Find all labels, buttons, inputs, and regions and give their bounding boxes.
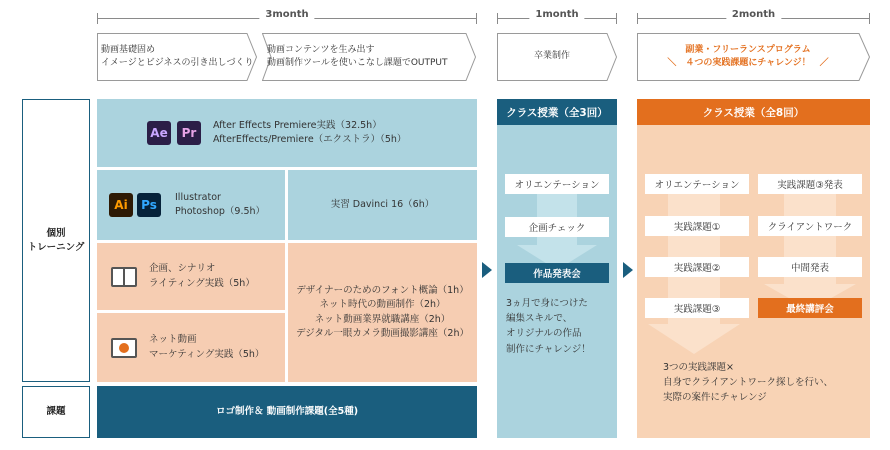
freelance-step-right	[758, 216, 862, 236]
phase-graduation	[497, 33, 617, 81]
phase-content-line2: 動画制作ツールを使いこなし課題でOUTPUT	[267, 58, 448, 68]
next-arrow-icon	[623, 262, 633, 278]
graduation-note-line: 編集スキルで、	[506, 313, 573, 325]
training-marketing-line2: マーケティング実践（5h）	[149, 348, 265, 360]
phase-basics	[97, 33, 257, 81]
freelance-flow-arrow	[764, 184, 856, 310]
freelance-step-left	[645, 216, 749, 236]
freelance-header	[637, 99, 870, 125]
book-icon	[111, 267, 137, 287]
freelance-step-label: 実践課題③発表	[777, 180, 843, 191]
side-assignment-label: 課題	[46, 406, 66, 418]
training-marketing	[97, 313, 285, 382]
graduation-header-label: クラス授業（全3回）	[506, 106, 608, 119]
training-planning	[97, 243, 285, 310]
period-3month	[97, 8, 477, 28]
graduation-note	[506, 296, 591, 357]
phase-basics-line1: 動画基礎固め	[101, 44, 156, 55]
side-assignment	[22, 386, 90, 438]
lecture-item: ネット時代の動画制作（2h）	[319, 299, 446, 311]
phase-graduation-line1: 卒業制作	[533, 51, 570, 62]
freelance-step-label: 実践課題②	[673, 263, 721, 274]
graduation-note-line: 3ヵ月で身につけた	[506, 298, 588, 309]
training-davinci-label: 実習 Davinci 16（6h）	[330, 198, 435, 210]
lecture-item: ネット動画業界就職講座（2h）	[314, 313, 451, 325]
photoshop-icon: Ps	[137, 193, 161, 217]
training-ae-pr	[97, 99, 477, 167]
premiere-icon: Pr	[177, 121, 201, 145]
period-2month	[637, 8, 870, 28]
freelance-step-label: クライアントワーク	[767, 222, 853, 233]
phase-freelance-line2: ＼ ４つの実践課題にチャレンジ！ ／	[667, 58, 829, 68]
video-player-icon	[111, 338, 137, 358]
next-arrow-icon	[482, 262, 492, 278]
training-davinci	[288, 170, 477, 240]
freelance-note-line: 実際の案件にチャレンジ	[663, 392, 767, 404]
after-effects-icon: Ae	[147, 121, 171, 145]
graduation-header	[497, 99, 617, 125]
freelance-step-left	[645, 257, 749, 277]
graduation-note-line: 制作にチャレンジ！	[506, 343, 591, 355]
graduation-step-label: 作品発表会	[533, 269, 581, 280]
graduation-step-final	[505, 263, 609, 283]
freelance-step-label: 最終講評会	[786, 304, 834, 315]
freelance-step-right	[758, 257, 862, 277]
period-2month-label: 2month	[726, 9, 781, 20]
freelance-step-label: オリエンテーション	[654, 180, 740, 191]
assignment-bar-label: ロゴ制作＆ 動画制作課題(全5種)	[215, 405, 359, 417]
period-3month-label: 3month	[259, 9, 314, 20]
assignment-bar	[97, 386, 477, 438]
training-lectures	[288, 243, 477, 382]
phase-content	[262, 33, 476, 81]
freelance-step-label: 実践課題①	[673, 222, 721, 233]
training-planning-line1: 企画、シナリオ	[149, 263, 216, 275]
training-marketing-line1: ネット動画	[149, 334, 197, 346]
training-ai-ps	[97, 170, 285, 240]
freelance-step-left	[645, 298, 749, 318]
freelance-note-line: 自身でクライアントワーク探しを行い、	[663, 377, 834, 389]
freelance-step-right	[758, 174, 862, 194]
training-planning-line2: ライティング実践（5h）	[149, 277, 255, 289]
period-1month	[497, 8, 617, 28]
training-ai-ps-line2: Photoshop（9.5h）	[175, 206, 266, 217]
phase-content-line1: 動画コンテンツを生み出す	[267, 44, 375, 55]
graduation-step	[505, 217, 609, 237]
phase-freelance-line1: 副業・フリーランスプログラム	[685, 44, 811, 55]
period-1month-label: 1month	[529, 9, 584, 20]
phase-freelance	[637, 33, 870, 81]
side-training-label: 個別 トレーニング	[27, 228, 85, 253]
graduation-step	[505, 174, 609, 194]
lecture-item: デジタル一眼カメラ動画撮影講座（2h）	[296, 327, 469, 339]
training-ai-ps-line1: Illustrator	[175, 191, 221, 203]
graduation-step-label: オリエンテーション	[514, 180, 600, 191]
freelance-step-label: 実践課題③	[673, 304, 721, 315]
illustrator-icon: Ai	[109, 193, 133, 217]
training-ae-pr-line1: After Effects Premiere実践（32.5h）	[213, 119, 382, 131]
graduation-note-line: オリジナルの作品	[506, 328, 582, 340]
training-ae-pr-line2: AfterEffects/Premiere（エクストラ）（5h）	[213, 134, 407, 145]
freelance-note-line: 3つの実践課題×	[663, 362, 735, 373]
freelance-header-label: クラス授業（全8回）	[702, 106, 805, 119]
freelance-note	[663, 360, 833, 406]
freelance-step-label: 中間発表	[790, 263, 829, 274]
phase-basics-line2: イメージとビジネスの引き出しづくり	[101, 58, 254, 68]
lecture-item: デザイナーのためのフォント概論（1h）	[296, 285, 469, 296]
graduation-step-label: 企画チェック	[528, 223, 586, 234]
freelance-step-final	[758, 298, 862, 318]
freelance-step-left	[645, 174, 749, 194]
side-training	[22, 99, 90, 382]
